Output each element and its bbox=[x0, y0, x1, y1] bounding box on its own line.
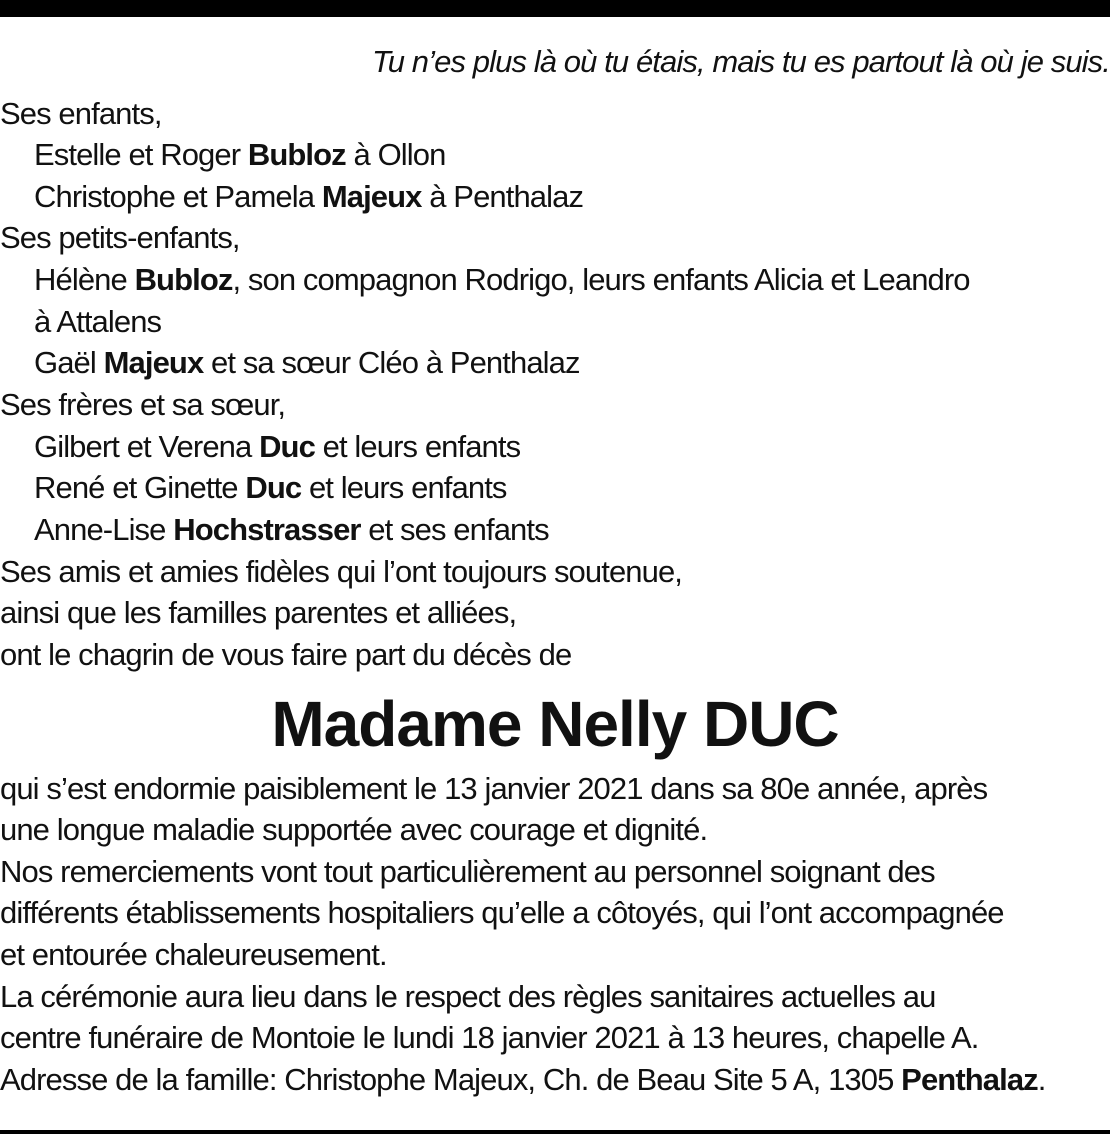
surname: Majeux bbox=[103, 345, 204, 380]
sibling-entry: René et Ginette Duc et leurs enfants bbox=[34, 470, 507, 505]
surname: Majeux bbox=[321, 179, 422, 214]
body-line: centre funéraire de Montoie le lundi 18 janvier 2021 à 13 heures, chapelle A. bbox=[0, 1020, 979, 1055]
body-line: une longue maladie supportée avec courage et dignité. bbox=[0, 812, 708, 847]
grandchild-entry-continuation: à Attalens bbox=[34, 304, 162, 339]
children-heading: Ses enfants, bbox=[0, 96, 162, 131]
body-line: différents établissements hospitaliers qu’elle a côtoyés, qui l’ont accompagnée bbox=[0, 895, 1004, 930]
body-line: La cérémonie aura lieu dans le respect des règles sanitaires actuelles au bbox=[0, 979, 936, 1014]
deceased-name: Madame Nelly DUC bbox=[271, 688, 839, 760]
grandchildren-heading: Ses petits-enfants, bbox=[0, 220, 240, 255]
child-entry: Estelle et Roger Bubloz à Ollon bbox=[34, 137, 446, 172]
body-line: qui s’est endormie paisiblement le 13 janvier 2021 dans sa 80e année, après bbox=[0, 771, 988, 806]
sibling-entry: Anne-Lise Hochstrasser et ses enfants bbox=[34, 512, 549, 547]
surname: Hochstrasser bbox=[173, 512, 361, 547]
friends-line: Ses amis et amies fidèles qui l’ont toujours soutenue, bbox=[0, 554, 683, 589]
surname: Duc bbox=[259, 429, 315, 464]
surname: Bubloz bbox=[247, 137, 346, 172]
child-entry: Christophe et Pamela Majeux à Penthalaz bbox=[34, 179, 584, 214]
grandchild-entry: Gaël Majeux et sa sœur Cléo à Penthalaz bbox=[34, 345, 580, 380]
address-city: Penthalaz bbox=[901, 1062, 1038, 1097]
surname: Bubloz bbox=[134, 262, 233, 297]
grandchild-entry: Hélène Bubloz, son compagnon Rodrigo, leurs enfants Alicia et Leandro bbox=[34, 262, 970, 297]
family-address: Adresse de la famille: Christophe Majeux, Ch. de Beau Site 5 A, 1305 Penthalaz. bbox=[0, 1062, 1046, 1097]
sibling-entry: Gilbert et Verena Duc et leurs enfants bbox=[34, 429, 521, 464]
body-line: et entourée chaleureusement. bbox=[0, 937, 387, 972]
bottom-rule bbox=[0, 1130, 1110, 1134]
top-rule bbox=[0, 0, 1110, 17]
siblings-heading: Ses frères et sa sœur, bbox=[0, 387, 286, 422]
surname: Duc bbox=[245, 470, 302, 505]
body-line: Nos remerciements vont tout particulièrement au personnel soignant des bbox=[0, 854, 935, 889]
opening-quote: Tu n’es plus là où tu étais, mais tu es partout là où je suis. bbox=[372, 44, 1110, 79]
relatives-line: ainsi que les familles parentes et alliées, bbox=[0, 595, 517, 630]
announcement-line: ont le chagrin de vous faire part du décès de bbox=[0, 637, 572, 672]
